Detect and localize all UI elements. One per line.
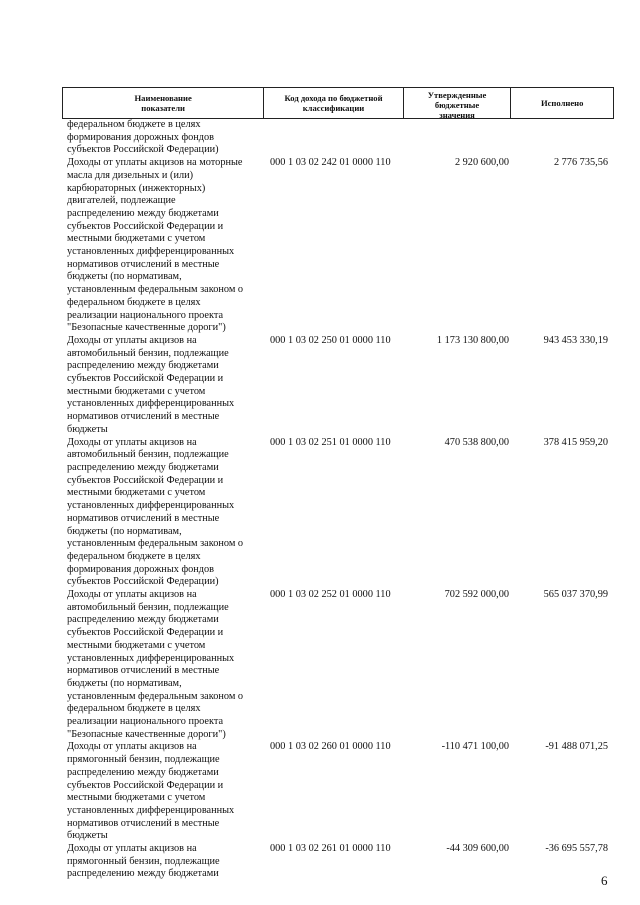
table-row [62, 589, 614, 741]
row-name-line: субъектов Российской Федерации) [67, 144, 219, 156]
header-name-line: показатели [141, 103, 185, 113]
row-name-cell [62, 843, 264, 881]
row-name-line: автомобильный бензин, подлежащие [67, 601, 229, 613]
row-name-line: бюджеты (по нормативам, [67, 271, 182, 283]
row-name-line: нормативов отчислений в местные [67, 512, 220, 524]
table-row [62, 843, 614, 881]
row-name-line: распределению между бюджетами [67, 461, 219, 473]
row-name-line: субъектов Российской Федерации и [67, 373, 224, 385]
row-name-line: субъектов Российской Федерации и [67, 220, 224, 232]
row-name-line: прямогонный бензин, подлежащие [67, 754, 220, 766]
row-executed-cell [512, 119, 614, 157]
row-approved-cell: -110 471 100,00 [441, 741, 509, 753]
row-approved-cell: 2 920 600,00 [454, 157, 509, 169]
table-row [62, 437, 614, 589]
row-name-line: установленным федеральным законом о [67, 538, 244, 550]
row-executed-cell: 943 453 330,19 [543, 334, 608, 346]
row-name-line: бюджеты [67, 830, 108, 842]
table-header [62, 87, 614, 119]
row-code-cell: 000 1 03 02 252 01 0000 110 [270, 589, 391, 601]
row-name-line: "Безопасные качественные дороги") [67, 322, 226, 334]
row-name-line: федеральном бюджете в целях [67, 296, 201, 308]
page-number: 6 [601, 873, 608, 888]
row-executed-cell: 2 776 735,56 [553, 157, 608, 169]
row-name-line: масла для дизельных и (или) [67, 169, 194, 181]
row-name-line: нормативов отчислений в местные [67, 817, 220, 829]
header-code-line: классификации [302, 103, 365, 113]
row-executed-cell: -36 695 557,78 [545, 843, 608, 855]
row-name-line: распределению между бюджетами [67, 614, 219, 626]
row-name-line: формирования дорожных фондов [67, 563, 215, 575]
row-name-line: местными бюджетами с учетом [67, 792, 206, 804]
row-approved-cell: -44 309 600,00 [446, 843, 509, 855]
row-name-line: прямогонный бензин, подлежащие [67, 855, 220, 867]
row-name-line: местными бюджетами с учетом [67, 487, 206, 499]
row-name-cell [62, 437, 264, 589]
row-name-line: местными бюджетами с учетом [67, 385, 206, 397]
row-name-line: установленных дифференцированных [67, 652, 235, 664]
row-name-line: Доходы от уплаты акцизов на [67, 843, 197, 855]
row-name-line: бюджеты (по нормативам, [67, 677, 182, 689]
row-code-cell: 000 1 03 02 260 01 0000 110 [270, 741, 391, 753]
row-name-line: реализации национального проекта [67, 309, 224, 321]
row-name-cell [62, 335, 264, 437]
row-approved-cell: 470 538 800,00 [444, 436, 509, 448]
row-name-cell [62, 741, 264, 843]
row-name-line: установленных дифференцированных [67, 246, 235, 258]
row-name-line: Доходы от уплаты акцизов на [67, 741, 197, 753]
header-code-line: Код дохода по бюджетной [284, 93, 383, 103]
row-executed-cell: 378 415 959,20 [543, 436, 608, 448]
row-name-line: субъектов Российской Федерации и [67, 474, 224, 486]
row-name-line: установленных дифференцированных [67, 500, 235, 512]
row-name-line: "Безопасные качественные дороги") [67, 728, 226, 740]
row-name-line: распределению между бюджетами [67, 207, 219, 219]
row-approved-cell: 1 173 130 800,00 [436, 334, 509, 346]
row-name-line: распределению между бюджетами [67, 766, 219, 778]
table-body [62, 119, 614, 881]
row-name-line: Доходы от уплаты акцизов на [67, 334, 197, 346]
row-name-line: автомобильный бензин, подлежащие [67, 449, 229, 461]
row-name-line: карбюраторных (инжекторных) [67, 182, 206, 194]
row-executed-cell: -91 488 071,25 [545, 741, 608, 753]
table-row [62, 335, 614, 437]
row-name-line: Доходы от уплаты акцизов на моторные [67, 157, 243, 169]
row-code-cell: 000 1 03 02 251 01 0000 110 [270, 436, 391, 448]
row-name-line: нормативов отчислений в местные [67, 411, 220, 423]
table-row [62, 741, 614, 843]
table-row [62, 157, 614, 335]
header-approved-line: Утвержденные [427, 90, 487, 100]
row-name-line: автомобильный бензин, подлежащие [67, 347, 229, 359]
header-code [264, 88, 404, 118]
row-name-line: установленных дифференцированных [67, 804, 235, 816]
row-name-line: распределению между бюджетами [67, 360, 219, 372]
row-name-line: Доходы от уплаты акцизов на [67, 589, 197, 601]
row-name-line: реализации национального проекта [67, 716, 224, 728]
row-name-line: субъектов Российской Федерации) [67, 576, 219, 588]
row-name-line: нормативов отчислений в местные [67, 258, 220, 270]
row-code-cell: 000 1 03 02 242 01 0000 110 [270, 157, 391, 169]
row-name-line: местными бюджетами с учетом [67, 639, 206, 651]
row-name-cell [62, 589, 264, 741]
row-approved-cell: 702 592 000,00 [444, 589, 509, 601]
row-name-cell [62, 119, 264, 157]
row-name-line: федеральном бюджете в целях [67, 119, 201, 130]
row-name-line: установленных дифференцированных [67, 398, 235, 410]
header-approved [404, 88, 512, 118]
header-approved-line: бюджетные [434, 100, 480, 110]
row-name-line: нормативов отчислений в местные [67, 665, 220, 677]
row-name-line: Доходы от уплаты акцизов на [67, 436, 197, 448]
row-name-cell [62, 157, 264, 335]
row-name-line: субъектов Российской Федерации и [67, 779, 224, 791]
row-name-line: местными бюджетами с учетом [67, 233, 206, 245]
row-name-line: федеральном бюджете в целях [67, 550, 201, 562]
budget-table [62, 87, 614, 881]
row-name-line: установленным федеральным законом о [67, 690, 244, 702]
row-name-line: распределению между бюджетами [67, 868, 219, 880]
header-name [63, 88, 264, 118]
row-code-cell: 000 1 03 02 261 01 0000 110 [270, 843, 391, 855]
row-name-line: бюджеты [67, 423, 108, 435]
row-name-line: бюджеты (по нормативам, [67, 525, 182, 537]
table-row [62, 119, 614, 157]
row-name-line: установленным федеральным законом о [67, 284, 244, 296]
row-name-line: двигателей, подлежащие [67, 195, 176, 207]
header-executed-label: Исполнено [540, 98, 584, 108]
header-name-line: Наименование [134, 93, 192, 103]
row-approved-cell [404, 119, 512, 157]
row-name-line: формирования дорожных фондов [67, 131, 215, 143]
row-executed-cell: 565 037 370,99 [543, 589, 608, 601]
row-name-line: федеральном бюджете в целях [67, 703, 201, 715]
row-code-cell: 000 1 03 02 250 01 0000 110 [270, 334, 391, 346]
row-code-cell [264, 119, 404, 157]
header-approved-line: значения [439, 110, 475, 120]
row-name-line: субъектов Российской Федерации и [67, 627, 224, 639]
header-executed [511, 88, 613, 118]
